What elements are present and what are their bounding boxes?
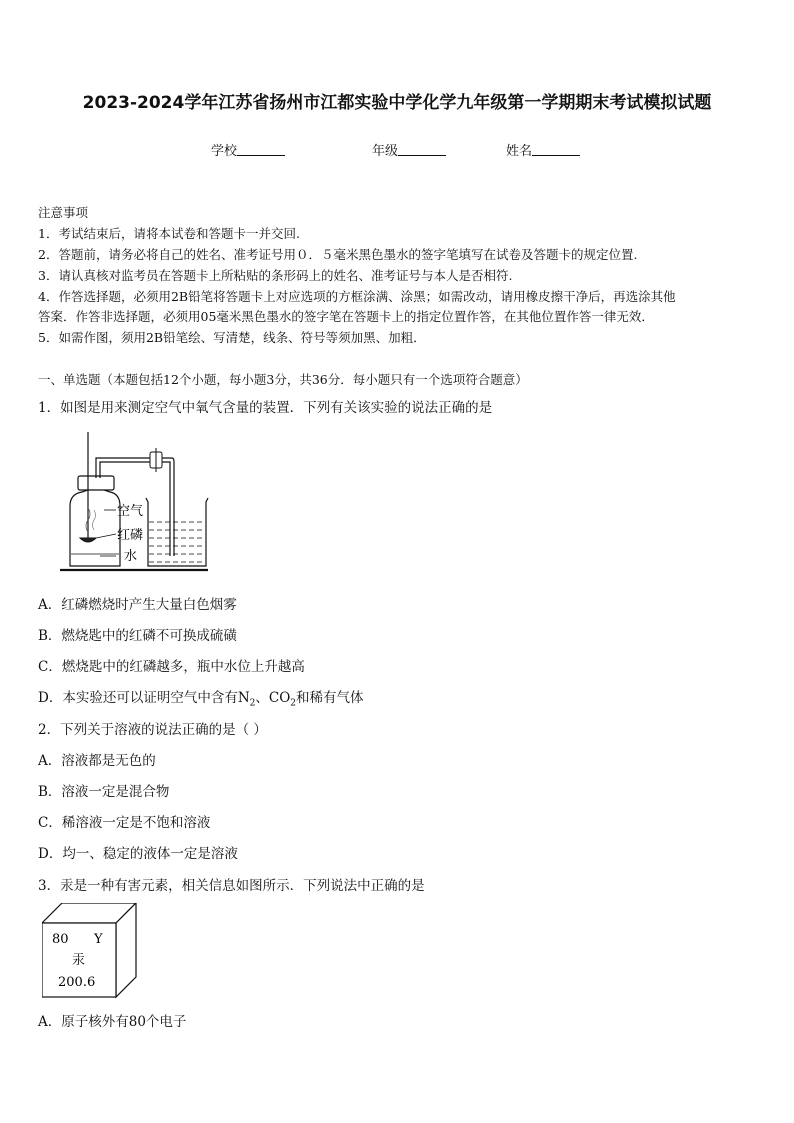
q1-option-c: C．燃烧匙中的红磷越多，瓶中水位上升越高 (38, 659, 305, 675)
school-blank[interactable] (237, 143, 285, 156)
school-field (211, 140, 285, 159)
notice-item: 4．作答选择题，必须用2B铅笔将答题卡上对应选项的方框涂满、涂黑；如需改动，请用橡皮擦干净后，再选涂其他 (38, 289, 676, 304)
school-label: 学校 (211, 144, 238, 159)
q1-option-d (38, 686, 364, 709)
subscript: 2 (249, 698, 256, 709)
q1-option-a: A．红磷燃烧时产生大量白色烟雾 (38, 597, 237, 613)
q1-option-b: B．燃烧匙中的红磷不可换成硫磺 (38, 628, 237, 644)
exam-title: 2023-2024学年江苏省扬州市江都实验中学化学九年级第一学期期末考试模拟试题 (82, 93, 712, 113)
q2-option-d: D．均一、稳定的液体一定是溶液 (38, 846, 238, 862)
oxygen-experiment-figure (60, 432, 210, 577)
notice-item: 3．请认真核对监考员在答题卡上所粘贴的条形码上的姓名、准考证号与本人是否相符. (38, 268, 513, 283)
question-3-stem: 3．汞是一种有害元素，相关信息如图所示．下列说法中正确的是 (38, 878, 425, 894)
notice-item: 1．考试结束后，请将本试卷和答题卡一并交回. (38, 226, 300, 241)
notice-item: 5．如需作图，须用2B铅笔绘、写清楚，线条、符号等须加黑、加粗． (38, 330, 426, 345)
grade-label: 年级 (372, 144, 399, 159)
atomic-mass: 200.6 (58, 975, 96, 990)
q3-option-a: A．原子核外有80个电子 (38, 1014, 187, 1030)
name-blank[interactable] (532, 143, 580, 156)
name-label: 姓名 (506, 144, 533, 159)
q2-option-a: A．溶液都是无色的 (38, 753, 156, 769)
q1-option-d-text: 、CO (255, 690, 291, 706)
notice-item: 2．答题前，请务必将自己的姓名、准考证号用０．５毫米黑色墨水的签字笔填写在试卷及答题卡的规定位置. (38, 247, 638, 262)
q1-option-d-text: 和稀有气体 (296, 690, 364, 706)
name-field (506, 140, 580, 159)
question-1-stem: 1．如图是用来测定空气中氧气含量的装置．下列有关该实验的说法正确的是 (38, 400, 493, 416)
atomic-number: 80 (52, 932, 69, 947)
element-name: 汞 (72, 953, 86, 968)
label-air: 空气 (117, 504, 144, 519)
q2-option-b: B．溶液一定是混合物 (38, 784, 170, 800)
element-cell-figure (42, 903, 138, 999)
q2-option-c: C．稀溶液一定是不饱和溶液 (38, 815, 211, 831)
label-water: 水 (124, 549, 138, 564)
element-symbol: Y (94, 932, 103, 947)
subscript: 2 (290, 698, 297, 709)
grade-blank[interactable] (398, 143, 446, 156)
notice-item: 答案．作答非选择题，必须用05毫米黑色墨水的签字笔在答题卡上的指定位置作答，在其他位置作答一律无效． (38, 309, 654, 324)
notice-heading: 注意事项 (38, 205, 89, 220)
question-2-stem: 2．下列关于溶液的说法正确的是（ ） (38, 722, 267, 738)
grade-field (372, 140, 446, 159)
q1-option-d-text: D．本实验还可以证明空气中含有N (38, 690, 250, 706)
section-heading: 一、单选题（本题包括12个小题，每小题3分，共36分．每小题只有一个选项符合题意） (38, 372, 528, 387)
label-phosphorus: 红磷 (117, 528, 144, 543)
